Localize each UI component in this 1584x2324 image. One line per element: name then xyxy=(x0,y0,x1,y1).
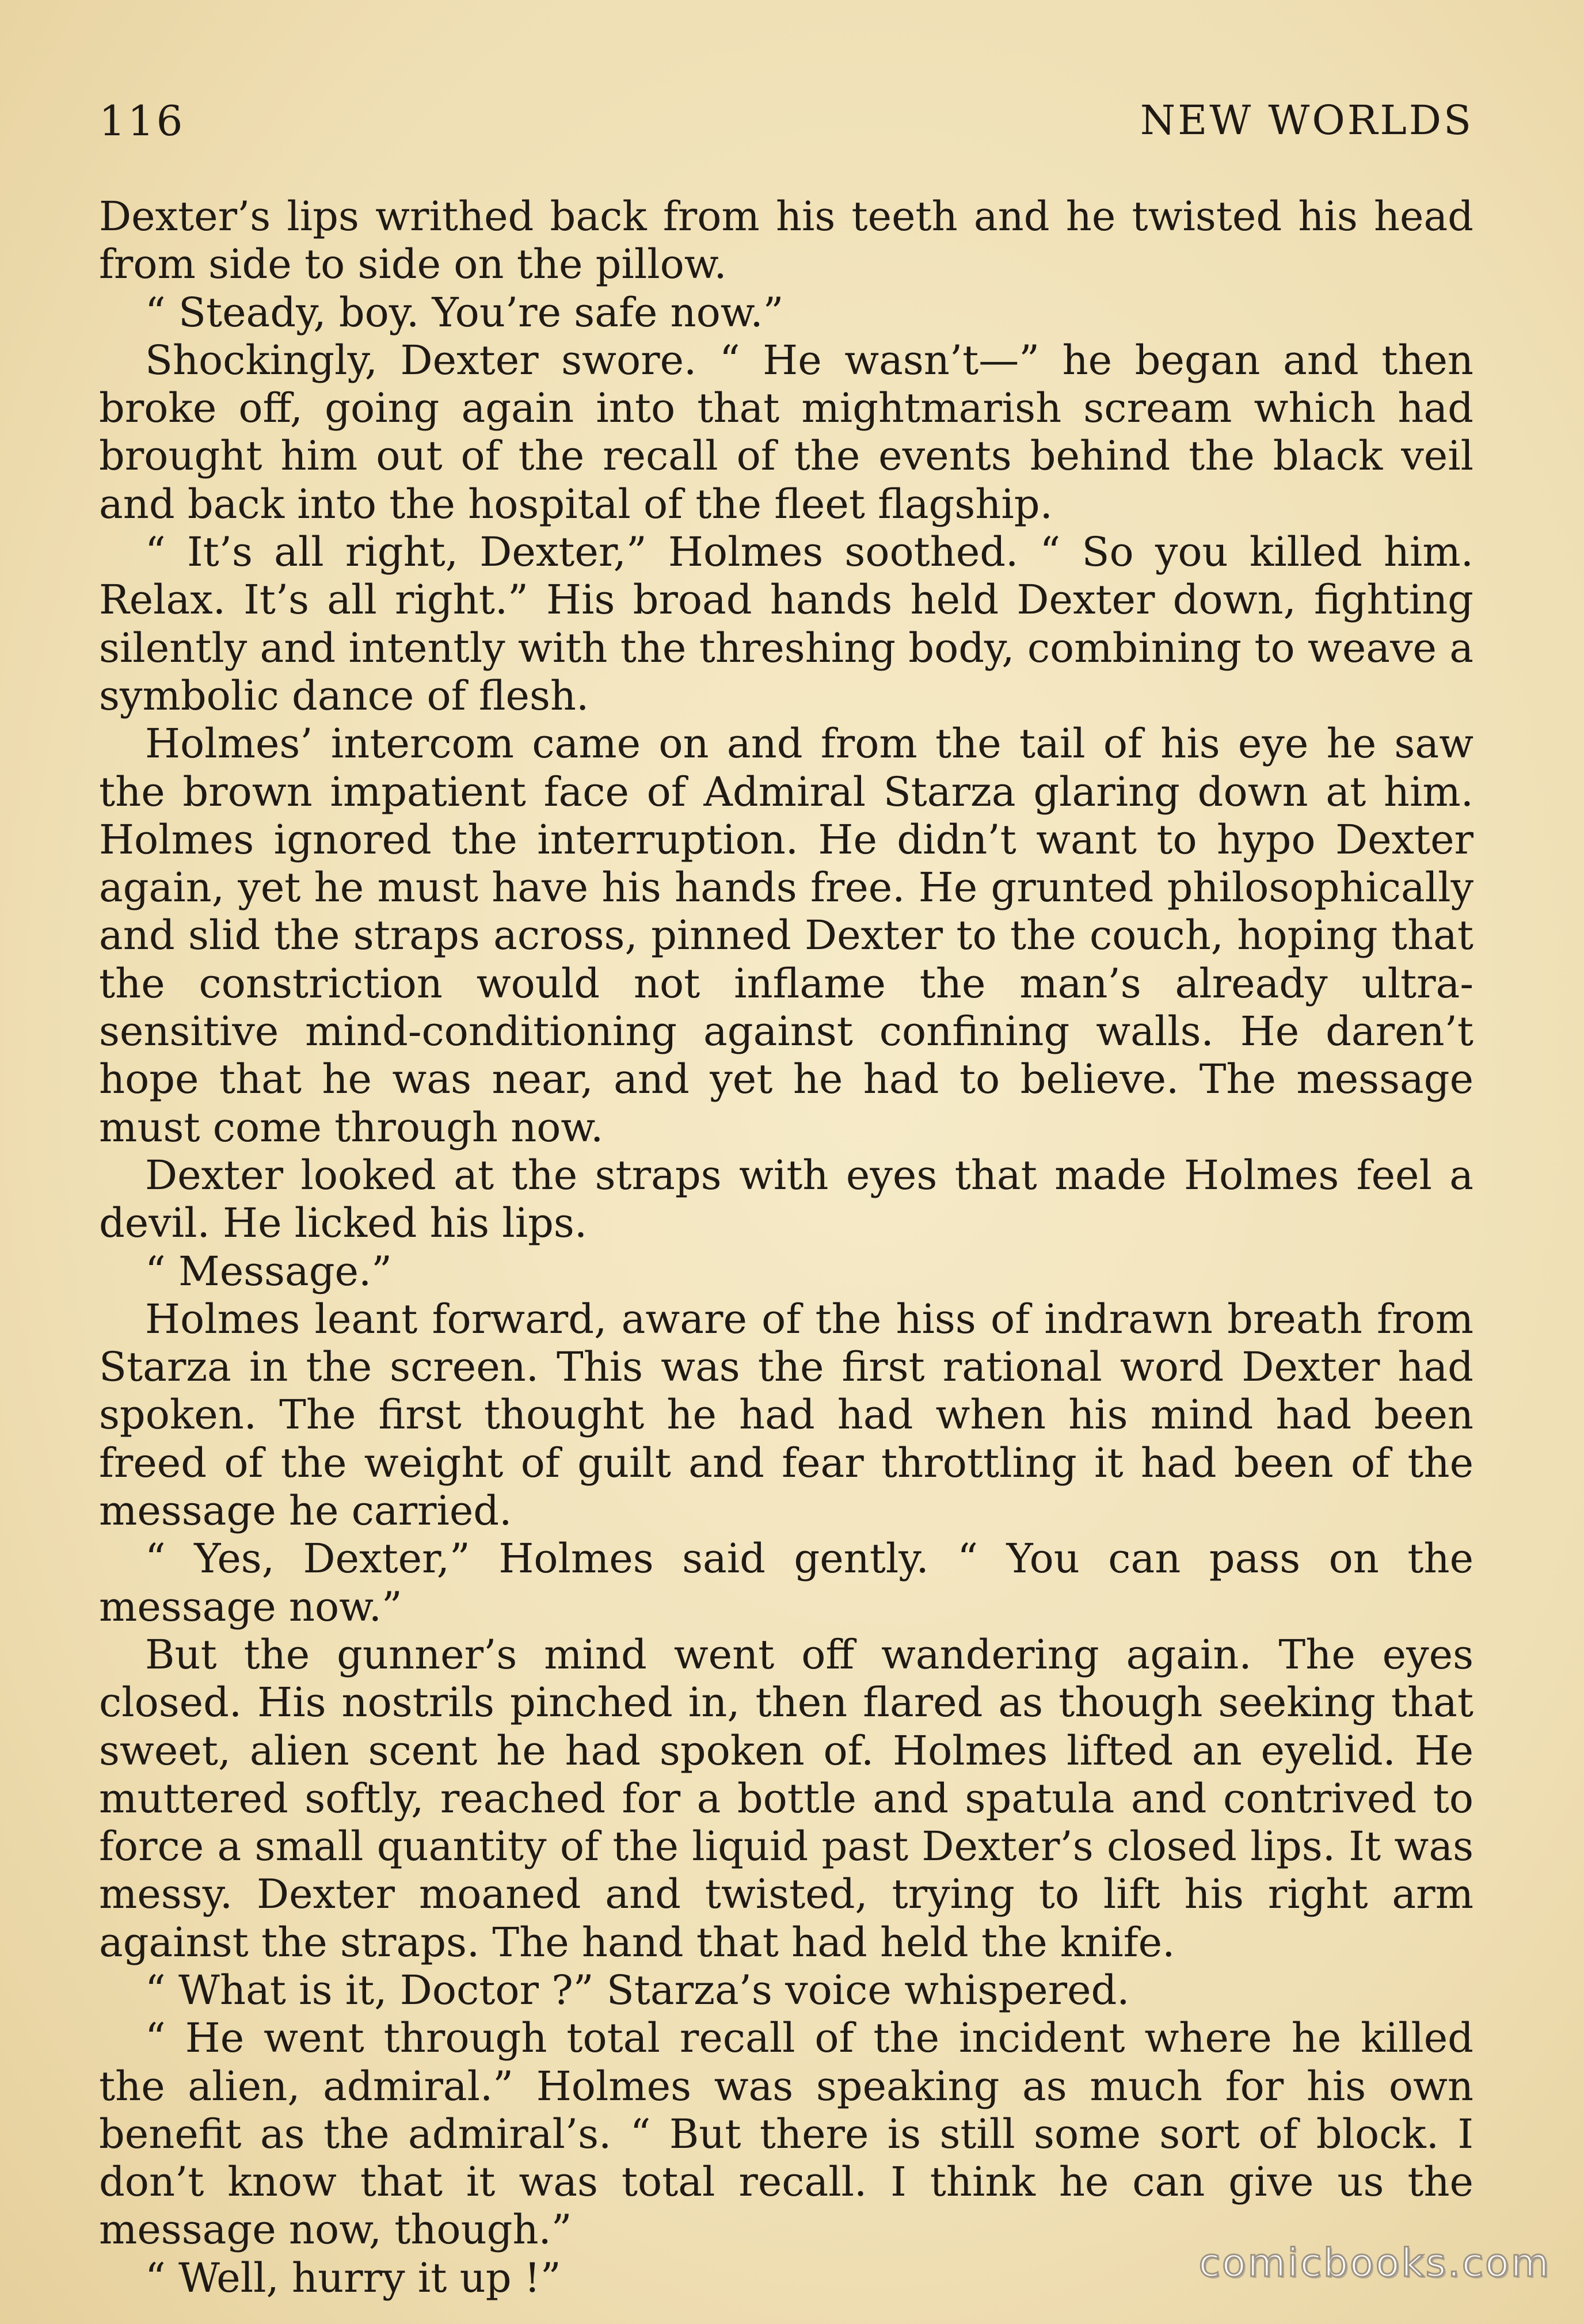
paragraph: But the gunner’s mind went off wandering again. The eyes closed. His nostrils pinched in, then flared as though seeking that sweet, alien scent he had spoken of. Holmes lifted an eyelid. He muttered softly, reached for a bottle and spatula and contrived to force a small quantity of the liquid past Dexter’s closed lips. It was messy. Dexter moaned and twisted, trying to lift his right arm against the straps. The hand that had held the knife. xyxy=(99,1630,1473,1966)
page-number: 116 xyxy=(99,97,185,145)
paragraph: “ Steady, boy. You’re safe now.” xyxy=(145,288,784,336)
paragraph: Holmes’ intercom came on and from the tail of his eye he saw the brown impatient face of Admiral Starza glaring down at him. Holmes ignored the interruption. He didn’t want to hypo Dexter again, yet he must have his hands free. He grunted philosophically and slid the straps across, pinned Dexter to the couch, hoping that the constriction would not inflame the man’s already ultra-sensitive mind-conditioning against confining walls. He daren’t hope that he was near, and yet he had to believe. The message must come through now. xyxy=(99,720,1473,1151)
running-head: NEW WORLDS xyxy=(1140,97,1473,144)
paragraph: Shockingly, Dexter swore. “ He wasn’t—” he began and then broke off, going again into that mightmarish scream which had brought him out of the recall of the events behind the black veil and back into the hospital of the fleet flagship. xyxy=(99,336,1473,528)
paragraph: “ Message.” xyxy=(145,1247,392,1295)
paragraph: Holmes leant forward, aware of the hiss of indrawn breath from Starza in the screen. This was the first rational word Dexter had spoken. The first thought he had had when his mind had been freed of the weight of guilt and fear throttling it had been of the message he carried. xyxy=(99,1295,1473,1535)
paragraph: Dexter looked at the straps with eyes that made Holmes feel a devil. He licked his lips. xyxy=(99,1151,1473,1247)
paragraph: “ Yes, Dexter,” Holmes said gently. “ You can pass on the message now.” xyxy=(99,1535,1473,1630)
watermark: comicbooks.com xyxy=(1198,2241,1551,2286)
paragraph: “ Well, hurry it up !” xyxy=(145,2254,561,2302)
paragraph: Dexter’s lips writhed back from his teeth and he twisted his head from side to side on the pillow. xyxy=(99,193,1473,288)
paragraph: “ He went through total recall of the incident where he killed the alien, admiral.” Holmes was speaking as much for his own benefit as the admiral’s. “ But there is still some sort of block. I don’t know that it was total recall. I think he can give us the message now, though.” xyxy=(99,2014,1473,2254)
body-text xyxy=(99,193,1473,2302)
paragraph: “ It’s all right, Dexter,” Holmes soothed. “ So you killed him. Relax. It’s all right.” His broad hands held Dexter down, fighting silently and intently with the threshing body, combining to weave a symbolic dance of flesh. xyxy=(99,528,1473,719)
page-header xyxy=(99,97,1473,154)
paragraph: “ What is it, Doctor ?” Starza’s voice whispered. xyxy=(145,1966,1130,2014)
